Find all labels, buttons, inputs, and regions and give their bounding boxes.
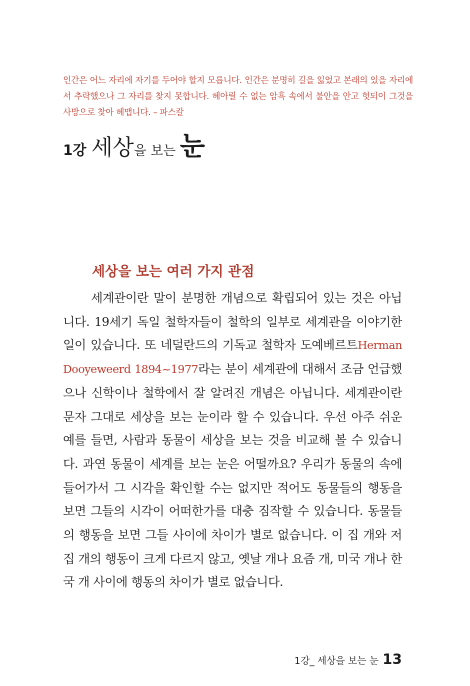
epigraph-attribution: – 파스칼 <box>150 108 184 118</box>
chapter-heading <box>63 126 205 163</box>
running-title: 1강_ 세상을 보는 눈 <box>294 656 379 667</box>
body-text-before-name: 세계관이란 말이 분명한 개념으로 확립되어 있는 것은 아닙니다. 19세기 독일 철학자들이 철학의 일부로 세계관을 이야기한 일이 있습니다. 또 네덜란드의 기독교 철학자 도예베르트 <box>63 291 402 353</box>
page-number: 13 <box>382 652 402 668</box>
chapter-title-part1: 세상 <box>91 136 134 161</box>
body-text-after-name: 라는 분이 세계관에 대해서 조금 언급했으나 신학이나 철학에서 잘 알려진 개념은 아닙니다. 세계관이란 문자 그대로 세상을 보는 눈이라 할 수 있습니다. 우선 아주 쉬운 예를 들면, 사람과 동물이 세상을 보는 것을 비교해 볼 수 있습니다. 과연 동물이 세계를 보는 눈은 어떨까요? 우리가 동물의 속에 들어가서 그 시각을 확인할 수는 없지만 적어도 동물들의 행동을 보면 그들의 시각이 어떠한가를 대충 짐작할 수 있습니다. 동물들의 행동을 보면 그들 사이에 차이가 별로 없습니다. 이 집 개와 저 집 개의 행동이 크게 다르지 않고, 옛날 개나 요즘 개, 미국 개나 한국 개 사이에 행동의 차이가 별로 없습니다. <box>63 362 402 590</box>
epigraph <box>63 73 413 121</box>
philosopher-name: Herman Dooyeweerd 1894~1977 <box>63 339 402 377</box>
chapter-title-part2: 을 보는 <box>133 144 180 159</box>
section-title: 세상을 보는 여러 가지 관점 <box>92 264 255 280</box>
body-paragraph <box>63 287 402 595</box>
page-footer <box>294 649 402 668</box>
epigraph-text: 인간은 어느 자리에 자기를 두어야 할지 모릅니다. 인간은 분명히 길을 잃었고 본래의 있을 자리에서 추락했으나 그 자리를 찾지 못합니다. 헤아릴 수 없는 암흑 속에서 불안을 안고 헛되이 그것을 사방으로 찾아 헤맵니다. <box>63 76 413 118</box>
chapter-title-part3: 눈 <box>179 132 205 162</box>
chapter-number: 1강 <box>63 143 87 159</box>
